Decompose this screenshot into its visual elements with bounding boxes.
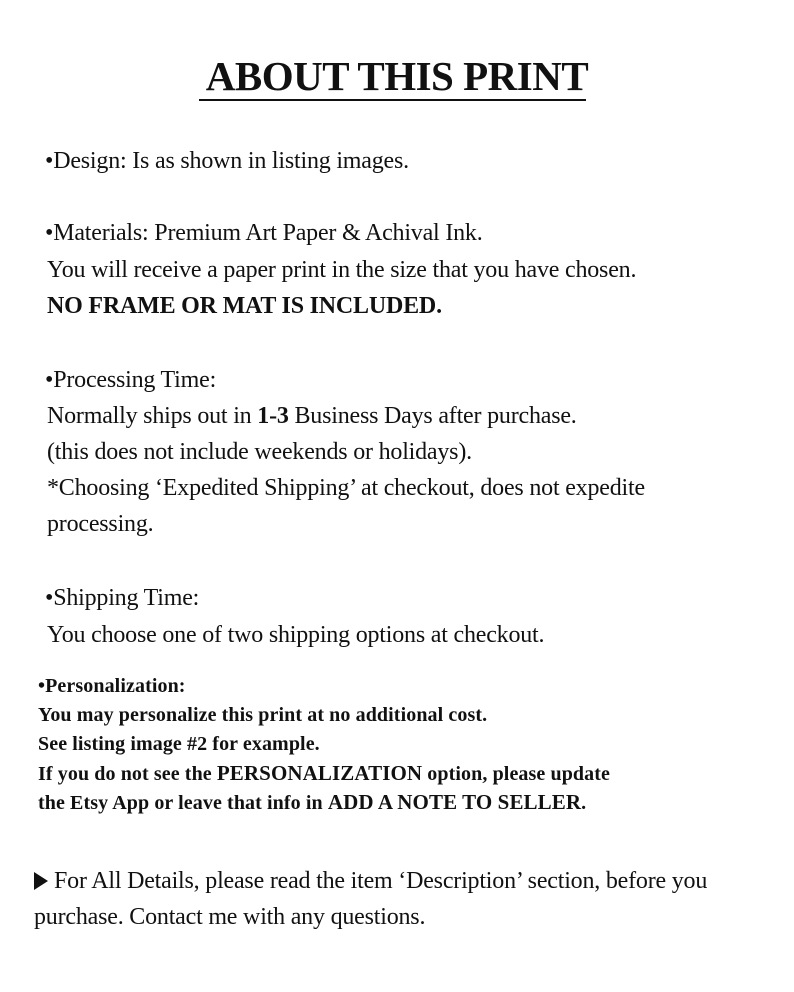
page-title: ABOUT THIS PRINT [205, 53, 589, 99]
personalization-heading: •Personalization: [38, 675, 186, 697]
design-line: •Design: Is as shown in listing images. [45, 148, 409, 174]
shipping-line-2: You choose one of two shipping options at checkout. [47, 622, 545, 648]
processing-days-bold: 1-3 [257, 403, 289, 429]
processing-line-3: (this does not include weekends or holidays). [47, 439, 472, 465]
note-to-seller-bold: ADD A NOTE TO SELLER [327, 790, 582, 814]
processing-line-2-post: Business Days after purchase. [288, 403, 577, 429]
materials-line-2: You will receive a paper print in the size that you have chosen. [47, 257, 637, 283]
personalization-line-5-pre: the Etsy App or leave that info in [38, 792, 328, 814]
personalization-line-4 [38, 761, 610, 786]
processing-heading: •Processing Time: [45, 367, 217, 393]
personalization-option-bold: PERSONALIZATION [216, 761, 423, 785]
personalization-line-5 [38, 790, 586, 815]
personalization-line-4-pre: If you do not see the [38, 763, 217, 785]
personalization-line-3: See listing image #2 for example. [38, 733, 320, 755]
details-line-2: purchase. Contact me with any questions. [34, 904, 426, 930]
details-line-1-text: For All Details, please read the item ‘Description’ section, before you [54, 868, 708, 894]
processing-line-4: *Choosing ‘Expedited Shipping’ at checkout, does not expedite [47, 475, 645, 501]
materials-no-frame-notice: NO FRAME OR MAT IS INCLUDED. [47, 293, 442, 319]
processing-line-2 [47, 402, 577, 430]
shipping-heading: •Shipping Time: [45, 585, 200, 611]
personalization-line-2: You may personalize this print at no additional cost. [38, 704, 488, 726]
details-line-1 [34, 867, 707, 895]
personalization-line-4-post: option, please update [422, 763, 610, 785]
personalization-line-5-post: . [581, 792, 587, 814]
materials-heading: •Materials: Premium Art Paper & Achival Ink. [45, 220, 483, 246]
processing-line-5: processing. [47, 511, 154, 537]
title-underline [199, 99, 586, 101]
play-triangle-icon [34, 872, 48, 890]
processing-line-2-pre: Normally ships out in [47, 403, 258, 429]
